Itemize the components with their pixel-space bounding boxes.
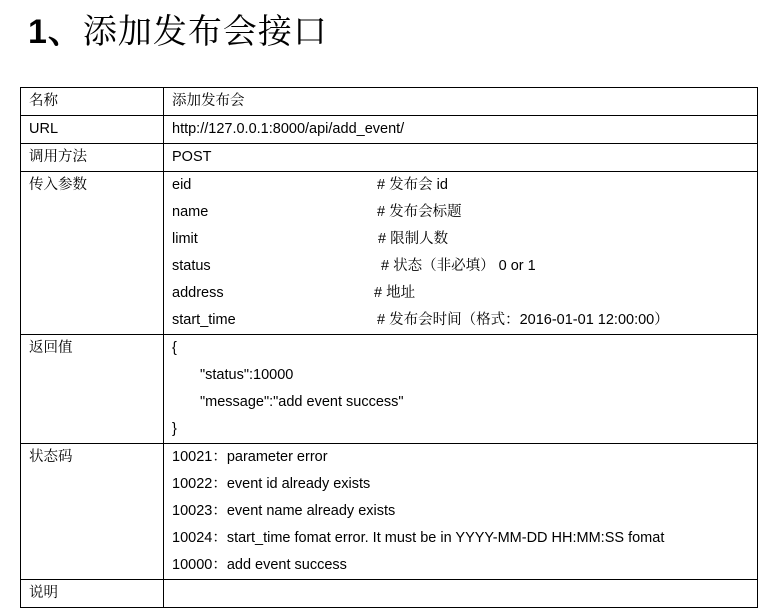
param-line [172,307,749,334]
heading-title: 添加发布会接口 [82,13,328,51]
api-table [20,87,758,608]
code-line: 10024：start_time fomat error. It must be in YYYY-MM-DD HH:MM:SS fomat [172,530,665,546]
row-label: 名称 [21,88,164,116]
heading-number: 1、 [28,13,83,51]
table-row [21,116,758,144]
url-value: http://127.0.0.1:8000/api/add_event/ [164,116,758,144]
return-line: "status":10000 [200,367,294,383]
code-line: 10021：parameter error [172,449,328,465]
param-name: status [172,258,211,274]
code-line: 10000：add event success [172,557,347,573]
param-name: address [172,285,224,301]
row-value: 添加发布会 [164,88,758,116]
return-line: { [172,340,177,356]
table-row [21,88,758,116]
params-cell [164,172,758,335]
return-line: } [172,421,177,437]
table-row [21,172,758,335]
return-cell [164,335,758,444]
param-line [172,226,749,253]
code-line: 10023：event name already exists [172,503,396,519]
table-row [21,580,758,608]
method-value: POST [164,144,758,172]
row-label: 传入参数 [21,172,164,335]
row-label: 状态码 [21,444,164,580]
table-row [21,144,758,172]
param-name: start_time [172,312,236,328]
page-title [28,4,328,53]
codes-cell [164,444,758,580]
row-label: 返回值 [21,335,164,444]
code-line: 10022：event id already exists [172,476,371,492]
param-line [172,199,749,226]
row-label: URL [21,116,164,144]
param-line [172,172,749,199]
param-line [172,253,749,280]
row-label: 调用方法 [21,144,164,172]
param-comment: # 发布会标题 [377,204,462,220]
table-row [21,335,758,444]
note-value [164,580,758,608]
param-comment: # 发布会 id [377,177,448,193]
param-comment: # 地址 [374,285,416,301]
param-name: eid [172,177,192,193]
param-comment: # 限制人数 [378,231,449,247]
param-comment: # 发布会时间（格式：2016-01-01 12:00:00） [377,312,669,328]
param-comment: # 状态（非必填） 0 or 1 [381,258,536,274]
param-name: name [172,204,209,220]
table-row [21,444,758,580]
param-name: limit [172,231,198,247]
row-label: 说明 [21,580,164,608]
return-line: "message":"add event success" [200,394,404,410]
param-line [172,280,749,307]
